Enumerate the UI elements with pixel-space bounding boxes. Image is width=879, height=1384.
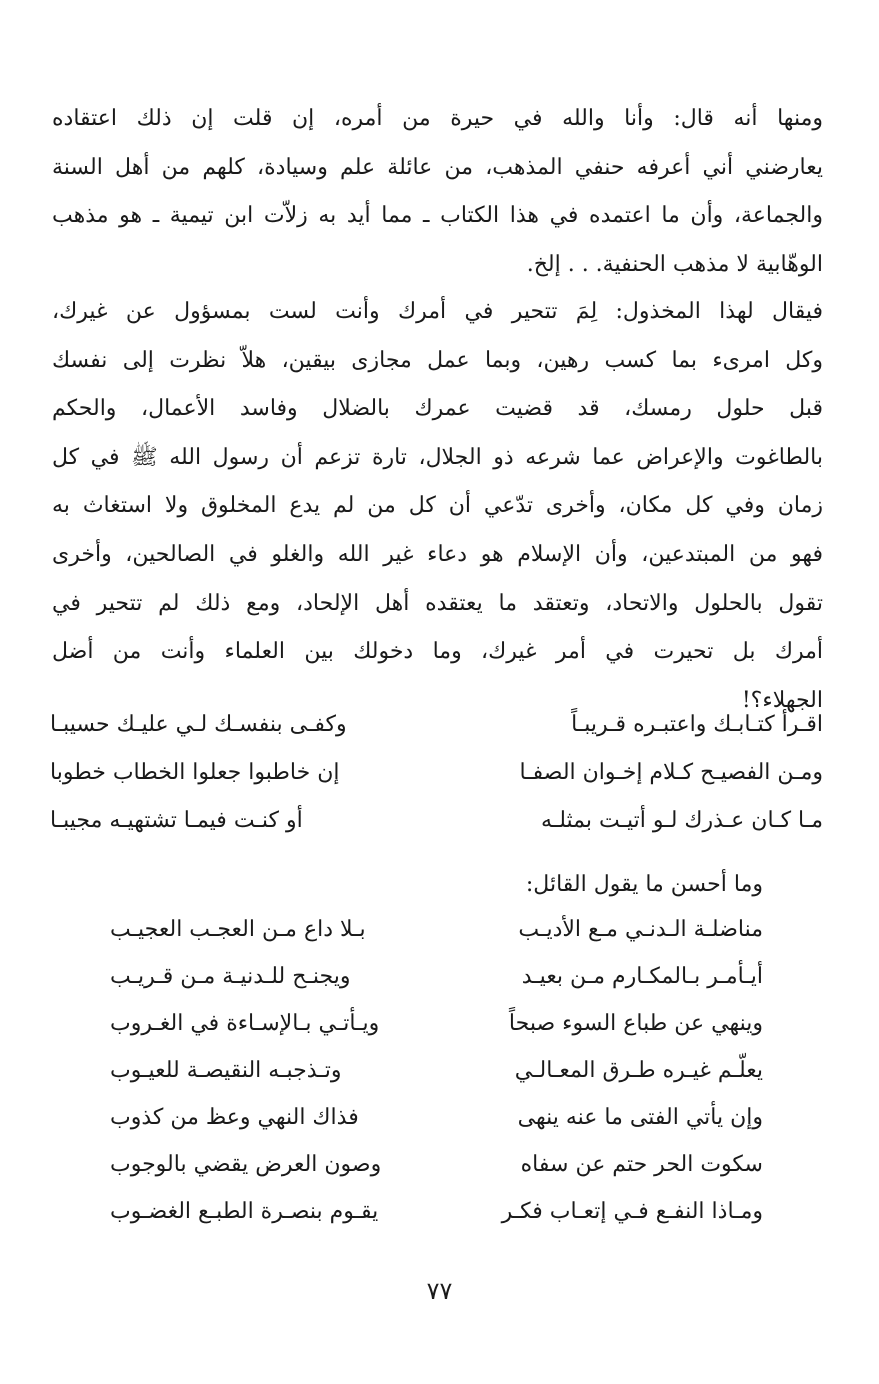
text-line: الجهلاء؟! bbox=[741, 687, 823, 713]
verse bbox=[110, 1199, 763, 1247]
text-line: زمان وفي كل مكان، وأخرى تدّعي أن كل من لم يدع المخلوق ولا استغاث به bbox=[52, 493, 823, 519]
verse bbox=[50, 712, 823, 760]
text-line: ومنها أنه قال: وأنا والله في حيرة من أمره، إن قلت إن ذلك اعتقاده bbox=[52, 106, 823, 131]
text-line: فيقال لهذا المخذول: لِمَ تتحير في أمرك وأنت لست بمسؤول عن غيرك، bbox=[52, 299, 823, 324]
paragraph-1 bbox=[52, 95, 823, 289]
verse-second-hemistich: وتـذجبـه النقيصـة للعيـوب bbox=[110, 1058, 342, 1083]
text-line: والجماعة، وأن ما اعتمده في هذا الكتاب ـ مما أيد به زلاّت ابن تيمية ـ هو مذهب bbox=[52, 203, 823, 229]
verse bbox=[110, 1058, 763, 1106]
text-line: الوهّابية لا مذهب الحنفية. . . إلخ. bbox=[526, 251, 823, 277]
verse bbox=[110, 1011, 763, 1059]
verse bbox=[110, 1152, 763, 1200]
paragraph-2 bbox=[52, 288, 823, 725]
verse-second-hemistich: فذاك النهي وعظ من كذوب bbox=[110, 1105, 359, 1130]
verse-first-hemistich: يعلّـم غيـره طـرق المعـالـي bbox=[514, 1058, 763, 1083]
text-line: قبل حلول رمسك، قد قضيت عمرك بالضلال وفاسد الأعمال، والحكم bbox=[52, 396, 823, 422]
text-line: فهو من المبتدعين، وأن الإسلام هو دعاء غير الله والغلو في الصالحين، وأخرى bbox=[52, 541, 823, 567]
verse-second-hemistich: أو كنـت فيمـا تشتهيـه مجيبـا bbox=[50, 808, 303, 833]
verse-first-hemistich: وإن يأتي الفتى ما عنه ينهى bbox=[517, 1105, 763, 1130]
verse-first-hemistich: سكوت الحر حتم عن سفاه bbox=[520, 1152, 763, 1177]
verse-first-hemistich: اقـرأ كتـابـك واعتبـره قـريبـاً bbox=[571, 712, 823, 737]
text-line: بالطاغوت والإعراض عما شرعه ذو الجلال، تارة تزعم أن رسول الله ﷺ في كل bbox=[52, 444, 823, 470]
verse-first-hemistich: مناضلـة الـدنـي مـع الأديـب bbox=[518, 917, 763, 942]
text-line: أمرك بل تحيرت في أمر غيرك، وما دخولك بين العلماء وأنت من أضل bbox=[52, 639, 823, 665]
verse-second-hemistich: بـلا داع مـن العجـب العجيـب bbox=[110, 917, 366, 942]
verse bbox=[110, 1105, 763, 1153]
verse-second-hemistich: ويـأتـي بـالإسـاءة في الغـروب bbox=[110, 1011, 380, 1036]
verse-first-hemistich: مـا كـان عـذرك لـو أتيـت بمثلـه bbox=[541, 808, 823, 833]
verse-first-hemistich: أيـأمـر بـالمكـارم مـن بعيـد bbox=[521, 964, 763, 989]
verse-second-hemistich: ويجنـح للـدنيـة مـن قـريـب bbox=[110, 964, 351, 989]
poem-2 bbox=[110, 917, 763, 1247]
text-line: تقول بالحلول والاتحاد، وتعتقد ما يعتقده أهل الإلحاد، ومع ذلك لم تتحير في bbox=[52, 590, 823, 616]
verse bbox=[50, 808, 823, 856]
verse bbox=[110, 964, 763, 1012]
text-line: يعارضني أني أعرفه حنفي المذهب، من عائلة علم وسيادة، كلهم من أهل السنة bbox=[52, 154, 823, 180]
page-number: ٧٧ bbox=[426, 1277, 453, 1305]
verse bbox=[50, 760, 823, 808]
poem-intro: وما أحسن ما يقول القائل: bbox=[525, 872, 763, 897]
verse-first-hemistich: وينهي عن طباع السوء صبحاً bbox=[508, 1011, 763, 1036]
text-line: وكل امرىء بما كسب رهين، وبما عمل مجازى بيقين، هلاّ نظرت إلى نفسك bbox=[52, 347, 823, 373]
verse-second-hemistich: وصون العرض يقضي بالوجوب bbox=[110, 1152, 382, 1177]
verse-second-hemistich: وكفـى بنفسـك لـي عليـك حسيبـا bbox=[50, 712, 347, 737]
verse-first-hemistich: ومـاذا النفـع فـي إتعـاب فكـر bbox=[501, 1199, 763, 1224]
verse bbox=[110, 917, 763, 965]
verse-first-hemistich: ومـن الفصيـح كـلام إخـوان الصفـا bbox=[519, 760, 823, 785]
verse-second-hemistich: يقـوم بنصـرة الطبـع الغضـوب bbox=[110, 1199, 379, 1224]
verse-second-hemistich: إن خاطبوا جعلوا الخطاب خطوبا bbox=[50, 760, 340, 785]
poem-1 bbox=[50, 712, 823, 852]
